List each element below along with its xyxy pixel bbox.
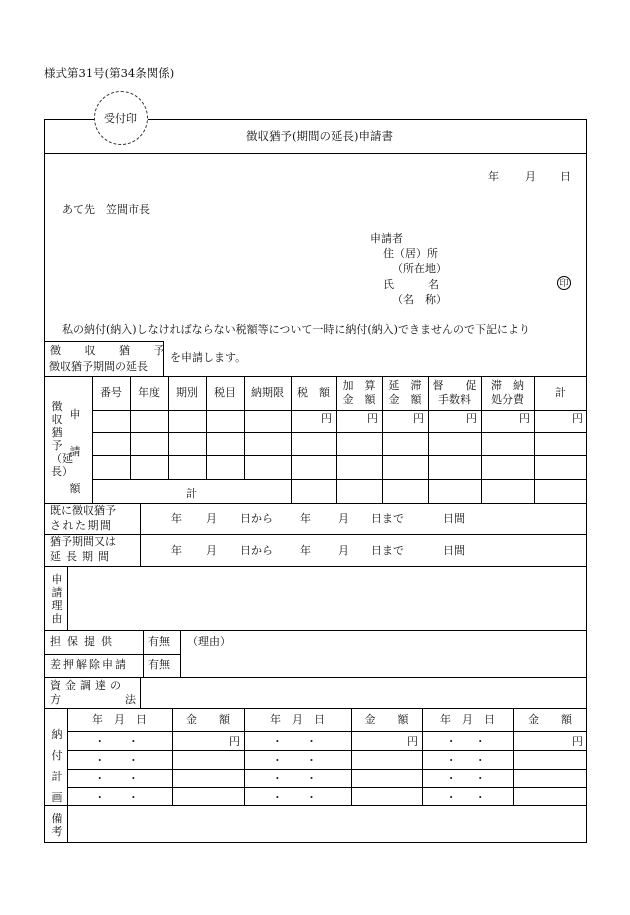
divider	[140, 677, 141, 708]
period-month: 月	[338, 544, 349, 557]
plan-date-dot: ・	[127, 754, 139, 767]
divider	[44, 566, 587, 567]
payment-plan-label: 納付計画	[51, 728, 63, 804]
plan-date-dot: ・	[271, 754, 283, 767]
collateral-label: 担保提供	[50, 635, 118, 648]
date-month: 月	[525, 170, 536, 183]
column-header: 納期限	[251, 386, 284, 399]
divider	[44, 708, 587, 709]
plan-date-dot: ・	[94, 791, 106, 804]
yen-unit: 円	[407, 735, 418, 748]
yen-unit: 円	[572, 412, 583, 425]
addressee: あて先 笠間市長	[62, 203, 150, 216]
funding-label-2: 方 法	[50, 693, 136, 706]
reason-label: 申請理由	[51, 573, 63, 625]
form-title: 徴収猶予(期間の延長)申請書	[246, 129, 393, 143]
plan-date-header: 年 月 日	[440, 713, 495, 726]
column-header: 加 算	[342, 379, 376, 392]
column-header: 金 額	[388, 393, 422, 406]
divider	[67, 805, 68, 843]
divider	[67, 787, 587, 788]
divider	[44, 503, 587, 504]
seizure-release-label: 差押解除申請	[50, 658, 128, 671]
amount-side-label-2: 申請額	[69, 408, 81, 495]
applicant-label: 申請者	[370, 232, 403, 245]
plan-amount-header: 金 額	[186, 713, 230, 726]
period-until: 日まで	[371, 544, 404, 557]
plan-date-header: 年 月 日	[92, 713, 147, 726]
plan-date-dot: ・	[271, 735, 283, 748]
column-header: 処分費	[491, 393, 524, 406]
period-year: 年	[171, 544, 182, 557]
column-header: 税目	[214, 386, 236, 399]
yen-unit: 円	[572, 735, 583, 748]
yen-unit: 円	[229, 735, 240, 748]
period-from: 日から	[240, 512, 273, 525]
yen-unit: 円	[367, 412, 378, 425]
seal-mark: 印	[557, 276, 571, 290]
divider	[44, 805, 587, 806]
column-header: 計	[555, 386, 566, 399]
plan-date-dot: ・	[474, 735, 486, 748]
period-month: 月	[206, 512, 217, 525]
period-year: 年	[300, 544, 311, 557]
receipt-stamp-label: 受付印	[104, 112, 137, 125]
divider	[163, 341, 164, 376]
divider	[67, 566, 68, 630]
divider	[67, 769, 587, 770]
date-day: 日	[560, 170, 571, 183]
divider	[44, 153, 587, 154]
divider	[92, 410, 587, 411]
plan-amount-header: 金 額	[528, 713, 572, 726]
column-header: 金 額	[342, 393, 376, 406]
period-days: 日間	[443, 512, 465, 525]
seizure-yes-no: 有無	[148, 658, 170, 671]
extension-period-label-1: 猶予期間又は	[50, 535, 116, 548]
divider	[44, 677, 587, 678]
plan-date-dot: ・	[445, 754, 457, 767]
yen-unit: 円	[413, 412, 424, 425]
period-month: 月	[206, 544, 217, 557]
divider	[44, 341, 164, 342]
plan-date-dot: ・	[445, 772, 457, 785]
funding-label-1: 資金調達の	[50, 679, 125, 692]
period-year: 年	[300, 512, 311, 525]
column-header: 督 促	[432, 379, 477, 392]
plan-date-dot: ・	[306, 772, 318, 785]
remarks-label: 備考	[51, 812, 63, 838]
request-option-deferral: 徴 収 猶 予	[50, 344, 165, 357]
plan-date-dot: ・	[474, 791, 486, 804]
plan-date-dot: ・	[94, 754, 106, 767]
column-header: 滞 納	[491, 379, 524, 392]
divider	[92, 455, 587, 456]
applicant-name-label-b: 名	[428, 278, 439, 291]
applicant-name-label-a: 氏	[383, 278, 394, 291]
plan-date-dot: ・	[271, 791, 283, 804]
plan-date-dot: ・	[445, 791, 457, 804]
plan-date-dot: ・	[306, 791, 318, 804]
amount-total-label: 計	[186, 487, 197, 500]
applicant-address-sub: （所在地）	[392, 262, 447, 275]
divider	[44, 534, 587, 535]
divider	[67, 750, 587, 751]
request-suffix: を申請します。	[170, 351, 247, 364]
date-year: 年	[488, 170, 499, 183]
yen-unit: 円	[519, 412, 530, 425]
divider	[44, 630, 587, 631]
statement-text: 私の納付(納入)しなければならない税額等について一時に納付(納入)できませんので下記により	[62, 323, 530, 336]
period-year: 年	[171, 512, 182, 525]
column-header: 期別	[176, 386, 198, 399]
column-header: 番号	[100, 386, 122, 399]
divider	[67, 731, 587, 732]
plan-date-dot: ・	[127, 791, 139, 804]
yen-unit: 円	[321, 412, 332, 425]
period-days: 日間	[443, 544, 465, 557]
plan-amount-header: 金 額	[364, 713, 409, 726]
column-header: 手数料	[438, 393, 471, 406]
period-until: 日まで	[371, 512, 404, 525]
divider	[44, 654, 181, 655]
plan-date-dot: ・	[306, 735, 318, 748]
applicant-name-sub: （名 称）	[392, 293, 447, 306]
collateral-reason-label: （理由）	[187, 635, 231, 648]
plan-date-dot: ・	[127, 772, 139, 785]
request-option-extension: 徴収猶予期間の延長	[49, 360, 148, 373]
existing-period-label-1: 既に徴収猶予	[50, 504, 116, 517]
divider	[44, 376, 587, 377]
divider	[92, 432, 587, 433]
form-number: 様式第31号(第34条関係)	[44, 66, 175, 80]
column-header: 年度	[138, 386, 160, 399]
plan-date-dot: ・	[306, 754, 318, 767]
plan-date-dot: ・	[127, 735, 139, 748]
amount-side-label: 徴収猶予（延長）	[51, 400, 73, 478]
period-from: 日から	[240, 544, 273, 557]
plan-date-dot: ・	[474, 754, 486, 767]
plan-date-dot: ・	[94, 735, 106, 748]
plan-date-dot: ・	[271, 772, 283, 785]
divider	[92, 479, 587, 480]
applicant-address-label: 住（居）所	[383, 247, 438, 260]
plan-date-dot: ・	[94, 772, 106, 785]
column-header: 延 滞	[388, 379, 422, 392]
column-header: 税 額	[297, 386, 330, 399]
extension-period-label-2: 延長期間	[50, 550, 114, 563]
plan-date-header: 年 月 日	[270, 713, 325, 726]
existing-period-label-2: された期間	[50, 519, 113, 532]
plan-date-dot: ・	[445, 735, 457, 748]
plan-date-dot: ・	[474, 772, 486, 785]
collateral-yes-no: 有無	[148, 635, 170, 648]
yen-unit: 円	[466, 412, 477, 425]
period-month: 月	[338, 512, 349, 525]
